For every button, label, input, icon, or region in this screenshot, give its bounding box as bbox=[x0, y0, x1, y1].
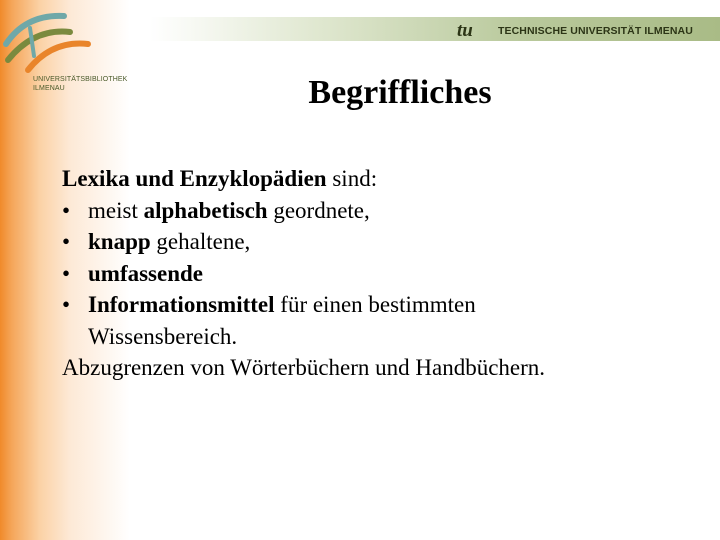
library-logo-line1: UNIVERSITÄTSBIBLIOTHEK bbox=[33, 76, 128, 83]
bullet-item bbox=[62, 226, 702, 258]
slide-title: Begriffliches bbox=[308, 74, 492, 111]
closing-line: Abzugrenzen von Wörterbüchern und Handbüchern. bbox=[62, 355, 546, 380]
bullet-post-text: für einen bestimmten bbox=[274, 292, 476, 317]
bullet-symbol: • bbox=[62, 292, 71, 317]
slide-body bbox=[62, 163, 702, 384]
bullet-item bbox=[62, 195, 702, 227]
library-logo-line2: ILMENAU bbox=[33, 85, 65, 92]
bullet-item bbox=[62, 289, 702, 321]
intro-bold-text: Lexika und Enzyklopädien bbox=[62, 166, 327, 191]
intro-line bbox=[62, 163, 702, 195]
bullet-symbol: • bbox=[62, 229, 71, 254]
bullet-bold-text: knapp bbox=[88, 229, 151, 254]
bullet-item bbox=[62, 258, 702, 290]
tu-ilmenau-mark-icon bbox=[456, 20, 496, 40]
svg-text:tu: tu bbox=[457, 20, 473, 40]
bullet-bold-text: umfassende bbox=[88, 260, 204, 286]
bullet-symbol: • bbox=[62, 260, 71, 286]
bullet-post-text: gehaltene, bbox=[150, 229, 251, 254]
university-name: TECHNISCHE UNIVERSITÄT ILMENAU bbox=[498, 25, 693, 37]
intro-rest-text: sind: bbox=[326, 166, 378, 191]
bullet-post-text: geordnete, bbox=[267, 197, 370, 223]
bullet-pre-text: meist bbox=[88, 197, 144, 223]
bullet-symbol: • bbox=[62, 197, 71, 223]
bullet-bold-text: alphabetisch bbox=[143, 197, 268, 223]
bullet-continuation: Wissensbereich. bbox=[88, 323, 238, 349]
bullet-bold-text: Informationsmittel bbox=[88, 292, 275, 317]
